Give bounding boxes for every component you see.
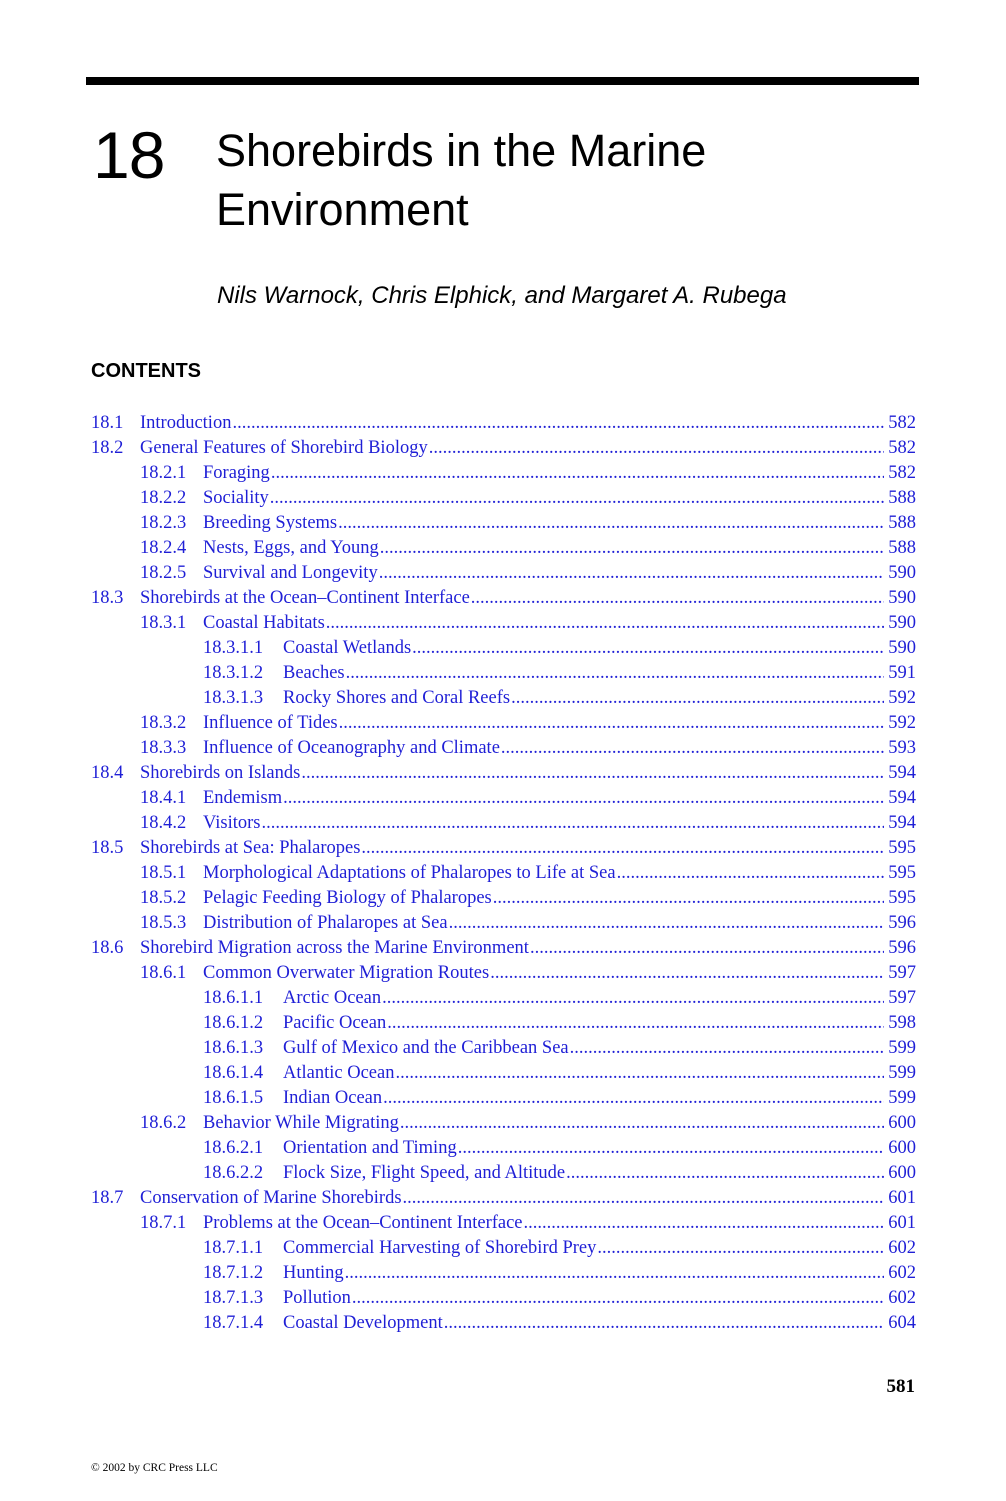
toc-entry-number: 18.7.1.4 [203,1313,264,1333]
toc-dot-leader [394,1061,884,1086]
toc-entry-18-6-1-2[interactable] [0,1011,1006,1036]
toc-entry-number: 18.3.3 [140,738,187,758]
toc-entry-title: Pelagic Feeding Biology of Phalaropes [203,888,492,908]
toc-entry-number: 18.7.1.1 [203,1238,264,1258]
toc-entry-18-6-1-5[interactable] [0,1086,1006,1111]
toc-entry-number: 18.4.2 [140,813,187,833]
toc-entry-18-5-3[interactable] [0,911,1006,936]
toc-entry-title: Commercial Harvesting of Shorebird Prey [283,1238,597,1258]
toc-entry-title: Distribution of Phalaropes at Sea [203,913,448,933]
toc-entry-title: Gulf of Mexico and the Caribbean Sea [283,1038,569,1058]
toc-dot-leader [596,1236,884,1261]
toc-entry-page: 602 [888,1288,916,1308]
toc-entry-18-6-2-1[interactable] [0,1136,1006,1161]
toc-dot-leader [565,1161,884,1186]
toc-dot-leader [337,511,884,536]
toc-entry-page: 602 [888,1263,916,1283]
toc-entry-title: Coastal Wetlands [283,638,412,658]
toc-entry-number: 18.6.1.1 [203,988,264,1008]
toc-entry-number: 18.3.1.3 [203,688,264,708]
toc-dot-leader [523,1211,884,1236]
toc-dot-leader [379,536,884,561]
toc-entry-number: 18.3.2 [140,713,187,733]
toc-entry-page: 596 [888,938,916,958]
toc-entry-title: Visitors [203,813,261,833]
toc-entry-title: Behavior While Migrating [203,1113,399,1133]
toc-entry-page: 588 [888,488,916,508]
toc-entry-title: Influence of Oceanography and Climate [203,738,500,758]
toc-entry-title: Influence of Tides [203,713,338,733]
toc-entry-18-2[interactable] [0,436,1006,461]
toc-entry-number: 18.7.1.3 [203,1288,264,1308]
toc-entry-page: 594 [888,813,916,833]
toc-entry-page: 599 [888,1063,916,1083]
chapter-title-line-1: Shorebirds in the Marine [216,125,707,176]
toc-entry-number: 18.7 [91,1188,124,1208]
toc-dot-leader [500,736,884,761]
toc-entry-18-7[interactable] [0,1186,1006,1211]
toc-entry-18-7-1-3[interactable] [0,1286,1006,1311]
toc-entry-18-6-1-1[interactable] [0,986,1006,1011]
toc-entry-18-6-2[interactable] [0,1111,1006,1136]
toc-entry-title: Coastal Habitats [203,613,325,633]
toc-entry-18-7-1-2[interactable] [0,1261,1006,1286]
toc-dot-leader [402,1186,884,1211]
toc-dot-leader [457,1136,884,1161]
toc-dot-leader [300,761,884,786]
toc-dot-leader [411,636,884,661]
table-of-contents [0,411,1006,1336]
toc-entry-18-1[interactable] [0,411,1006,436]
toc-entry-18-2-5[interactable] [0,561,1006,586]
toc-entry-title: Breeding Systems [203,513,338,533]
copyright-notice: © 2002 by CRC Press LLC [91,1462,218,1474]
toc-entry-title: Common Overwater Migration Routes [203,963,490,983]
toc-entry-title: Shorebird Migration across the Marine Environment [140,938,529,958]
toc-dot-leader [529,936,884,961]
toc-entry-title: Pacific Ocean [283,1013,387,1033]
toc-entry-page: 588 [888,538,916,558]
toc-entry-title: Hunting [283,1263,344,1283]
toc-entry-18-3-1[interactable] [0,611,1006,636]
toc-entry-number: 18.6.2.2 [203,1163,264,1183]
toc-dot-leader [489,961,884,986]
toc-dot-leader [616,861,884,886]
toc-entry-page: 590 [888,563,916,583]
toc-entry-number: 18.2 [91,438,124,458]
toc-dot-leader [351,1286,884,1311]
toc-dot-leader [260,811,884,836]
toc-entry-page: 599 [888,1088,916,1108]
toc-entry-title: Rocky Shores and Coral Reefs [283,688,511,708]
toc-entry-number: 18.6.2 [140,1113,187,1133]
toc-entry-title: Beaches [283,663,345,683]
toc-dot-leader [360,836,884,861]
toc-entry-18-6-2-2[interactable] [0,1161,1006,1186]
toc-entry-18-3-1-2[interactable] [0,661,1006,686]
toc-entry-18-6[interactable] [0,936,1006,961]
toc-entry-title: Endemism [203,788,283,808]
toc-entry-number: 18.5.3 [140,913,187,933]
toc-entry-page: 588 [888,513,916,533]
toc-entry-18-5[interactable] [0,836,1006,861]
toc-entry-number: 18.2.4 [140,538,187,558]
toc-entry-page: 590 [888,613,916,633]
toc-entry-page: 602 [888,1238,916,1258]
toc-dot-leader [378,561,884,586]
toc-entry-title: Problems at the Ocean–Continent Interface [203,1213,523,1233]
toc-entry-page: 599 [888,1038,916,1058]
toc-entry-page: 598 [888,1013,916,1033]
toc-entry-page: 600 [888,1138,916,1158]
toc-entry-number: 18.5.1 [140,863,187,883]
toc-entry-title: Foraging [203,463,270,483]
toc-entry-number: 18.6 [91,938,124,958]
toc-entry-page: 582 [888,463,916,483]
chapter-authors: Nils Warnock, Chris Elphick, and Margaret A. Rubega [217,282,787,309]
toc-entry-title: Shorebirds at the Ocean–Continent Interface [140,588,470,608]
toc-entry-page: 604 [888,1313,916,1333]
toc-dot-leader [338,711,884,736]
toc-entry-18-4-1[interactable] [0,786,1006,811]
toc-entry-page: 592 [888,688,916,708]
toc-entry-18-2-1[interactable] [0,461,1006,486]
toc-dot-leader [569,1036,884,1061]
toc-dot-leader [492,886,884,911]
chapter-top-rule [86,77,919,85]
toc-entry-number: 18.6.1.3 [203,1038,264,1058]
toc-dot-leader [282,786,884,811]
toc-entry-title: Atlantic Ocean [283,1063,395,1083]
toc-entry-title: Indian Ocean [283,1088,383,1108]
toc-entry-18-3[interactable] [0,586,1006,611]
toc-dot-leader [344,1261,884,1286]
toc-entry-title: Shorebirds at Sea: Phalaropes [140,838,361,858]
toc-entry-title: Introduction [140,413,232,433]
toc-entry-number: 18.6.2.1 [203,1138,264,1158]
toc-entry-18-6-1-4[interactable] [0,1061,1006,1086]
toc-entry-number: 18.4 [91,763,124,783]
toc-entry-18-2-3[interactable] [0,511,1006,536]
toc-dot-leader [325,611,884,636]
toc-entry-page: 593 [888,738,916,758]
toc-entry-18-6-1-3[interactable] [0,1036,1006,1061]
toc-dot-leader [386,1011,884,1036]
toc-entry-number: 18.2.2 [140,488,187,508]
toc-entry-18-2-2[interactable] [0,486,1006,511]
toc-entry-page: 595 [888,888,916,908]
toc-entry-18-5-1[interactable] [0,861,1006,886]
toc-entry-title: Sociality [203,488,269,508]
toc-entry-page: 594 [888,788,916,808]
toc-entry-number: 18.3.1.2 [203,663,264,683]
toc-entry-number: 18.6.1.4 [203,1063,264,1083]
toc-dot-leader [428,436,884,461]
toc-dot-leader [381,986,884,1011]
toc-entry-page: 600 [888,1113,916,1133]
chapter-title [216,121,916,239]
toc-entry-title: Shorebirds on Islands [140,763,301,783]
toc-entry-title: Arctic Ocean [283,988,382,1008]
toc-entry-title: Pollution [283,1288,351,1308]
toc-entry-title: General Features of Shorebird Biology [140,438,428,458]
toc-entry-page: 600 [888,1163,916,1183]
toc-entry-number: 18.3.1.1 [203,638,264,658]
toc-entry-number: 18.2.5 [140,563,187,583]
toc-entry-page: 582 [888,438,916,458]
toc-entry-title: Morphological Adaptations of Phalaropes to Life at Sea [203,863,616,883]
toc-dot-leader [345,661,884,686]
toc-entry-18-3-1-1[interactable] [0,636,1006,661]
toc-entry-page: 594 [888,763,916,783]
toc-dot-leader [448,911,884,936]
toc-dot-leader [270,461,884,486]
toc-entry-number: 18.7.1.2 [203,1263,264,1283]
toc-entry-18-3-3[interactable] [0,736,1006,761]
chapter-title-line-2: Environment [216,184,469,235]
toc-entry-title: Orientation and Timing [283,1138,457,1158]
toc-entry-title: Conservation of Marine Shorebirds [140,1188,402,1208]
toc-entry-18-4[interactable] [0,761,1006,786]
toc-entry-number: 18.6.1.2 [203,1013,264,1033]
toc-entry-18-3-2[interactable] [0,711,1006,736]
toc-entry-number: 18.6.1.5 [203,1088,264,1108]
toc-entry-page: 591 [888,663,916,683]
toc-entry-18-7-1-4[interactable] [0,1311,1006,1336]
toc-entry-page: 601 [888,1188,916,1208]
toc-entry-title: Flock Size, Flight Speed, and Altitude [283,1163,566,1183]
toc-entry-page: 592 [888,713,916,733]
toc-entry-title: Coastal Development [283,1313,443,1333]
toc-entry-page: 596 [888,913,916,933]
toc-entry-title: Survival and Longevity [203,563,378,583]
toc-entry-number: 18.3.1 [140,613,187,633]
toc-entry-number: 18.2.3 [140,513,187,533]
toc-entry-title: Nests, Eggs, and Young [203,538,379,558]
toc-entry-number: 18.3 [91,588,124,608]
toc-entry-number: 18.1 [91,413,124,433]
toc-entry-18-5-2[interactable] [0,886,1006,911]
toc-entry-number: 18.6.1 [140,963,187,983]
toc-entry-18-6-1[interactable] [0,961,1006,986]
toc-entry-number: 18.2.1 [140,463,187,483]
toc-dot-leader [231,411,884,436]
toc-entry-page: 590 [888,588,916,608]
toc-dot-leader [399,1111,884,1136]
toc-dot-leader [510,686,884,711]
contents-heading: CONTENTS [91,360,201,382]
toc-entry-page: 595 [888,838,916,858]
toc-entry-number: 18.7.1 [140,1213,187,1233]
toc-entry-page: 595 [888,863,916,883]
toc-entry-page: 582 [888,413,916,433]
toc-entry-page: 590 [888,638,916,658]
toc-entry-number: 18.4.1 [140,788,187,808]
toc-entry-18-2-4[interactable] [0,536,1006,561]
toc-entry-number: 18.5.2 [140,888,187,908]
toc-dot-leader [443,1311,884,1336]
toc-entry-18-4-2[interactable] [0,811,1006,836]
toc-entry-page: 597 [888,963,916,983]
toc-dot-leader [269,486,884,511]
toc-entry-18-7-1[interactable] [0,1211,1006,1236]
page-number: 581 [886,1376,915,1397]
chapter-number: 18 [93,118,165,192]
toc-dot-leader [382,1086,884,1111]
toc-entry-number: 18.5 [91,838,124,858]
toc-dot-leader [470,586,884,611]
toc-entry-page: 597 [888,988,916,1008]
toc-entry-page: 601 [888,1213,916,1233]
toc-entry-18-3-1-3[interactable] [0,686,1006,711]
toc-entry-18-7-1-1[interactable] [0,1236,1006,1261]
